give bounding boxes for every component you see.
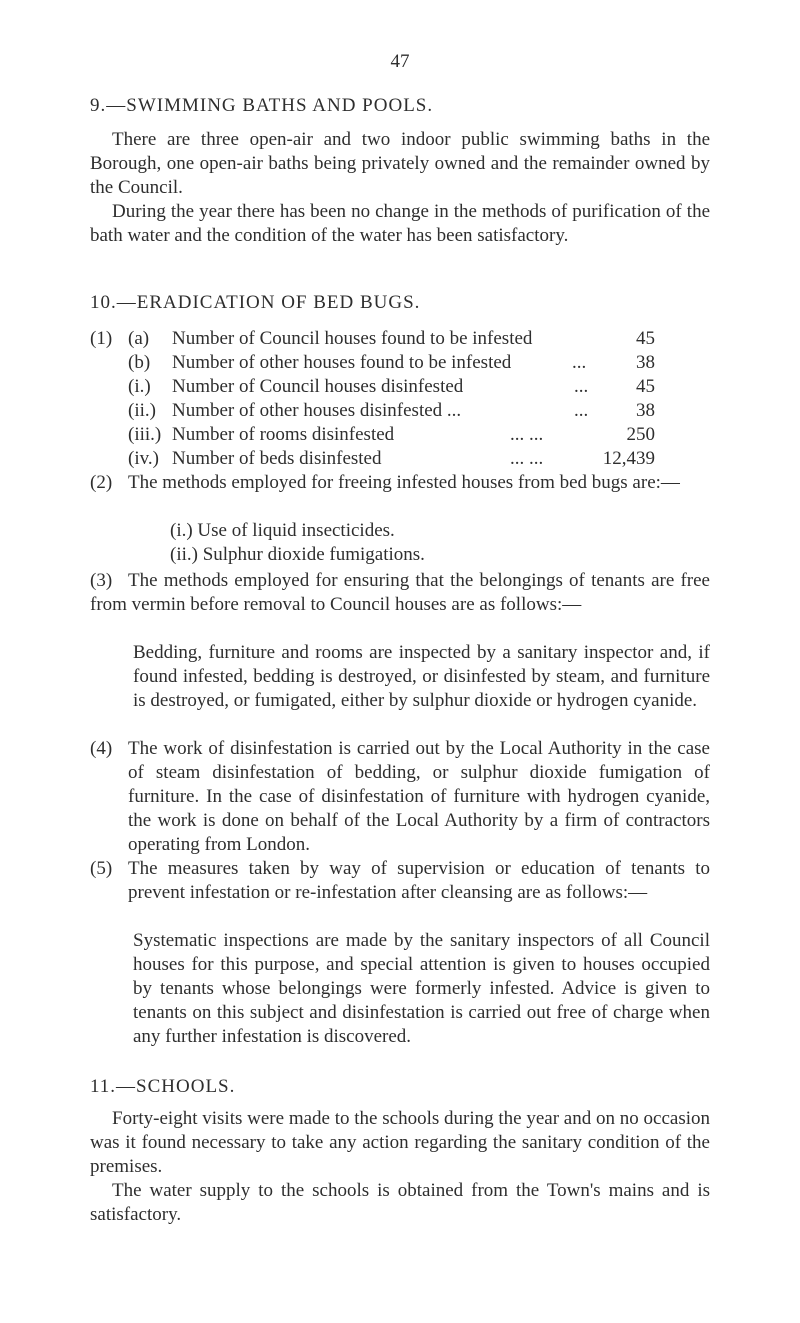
item-1-label: (1) — [90, 328, 113, 349]
item-4-text: The work of disinfestation is carried out by the Local Authority in the case of steam disinfestation of bedding, or sulphur dioxide fumigation of furniture. In the case of disinfestation of furniture with hydrogen cyanide, the work is done on behalf of the Local Authority by a firm of contractors operating from London. — [128, 738, 710, 855]
section-11-paragraph-1: Forty-eight visits were made to the schools during the year and on no occasion was it found necessary to take any action regarding the sanitary condition of the premises. — [90, 1108, 710, 1177]
row-text: Number of Council houses found to be infested — [172, 328, 533, 349]
row-text: Number of Council houses disinfested — [172, 376, 464, 397]
row-sub-label: (b) — [128, 352, 151, 373]
section-9-heading: 9.—SWIMMING BATHS AND POOLS. — [90, 95, 434, 116]
list-item: (ii.) Sulphur dioxide fumigations. — [170, 544, 425, 565]
item-3 — [90, 569, 710, 617]
row-sub-label: (iv.) — [128, 448, 159, 469]
item-3-text: The methods employed for ensuring that the belongings of tenants are free from vermin before removal to Council houses are as follows:— — [90, 570, 710, 615]
page-number: 47 — [390, 51, 410, 72]
item-4-label: (4) — [90, 738, 113, 759]
section-11-heading: 11.—SCHOOLS. — [90, 1076, 236, 1097]
item-5-detail: Systematic inspections are made by the sanitary inspectors of all Council houses for this purpose, and special attention is given to houses occupied by tenants whose belongings were formerly infested. Advice is given to tenants on this subject and disinfestation is carried out free of charge when any further infestation is discovered. — [133, 930, 710, 1047]
row-sub-label: (a) — [128, 328, 150, 349]
row-sub-label: (ii.) — [128, 400, 156, 421]
row-leader-dots: ... ... — [510, 448, 544, 469]
item-5-text: The measures taken by way of supervision or education of tenants to prevent infestation or re-infestation after cleansing are as follows:— — [128, 858, 710, 903]
row-leader-dots: ... — [572, 352, 587, 373]
row-value: 250 — [626, 424, 655, 445]
row-text: Number of other houses found to be infested — [172, 352, 512, 373]
item-2-label: (2) — [90, 472, 113, 493]
item-2 — [90, 471, 710, 495]
item-5 — [90, 857, 710, 905]
section-11-paragraph-2: The water supply to the schools is obtained from the Town's mains and is satisfactory. — [90, 1180, 710, 1225]
row-text: Number of beds disinfested — [172, 448, 382, 469]
item-4 — [90, 737, 710, 857]
row-value: 38 — [636, 352, 655, 373]
section-9-paragraph-1: There are three open-air and two indoor public swimming baths in the Borough, one open-air baths being privately owned and the remainder owned by the Council. — [90, 129, 710, 198]
table-row — [90, 447, 710, 471]
item-2-text: The methods employed for freeing infested houses from bed bugs are:— — [128, 472, 680, 493]
item-3-detail: Bedding, furniture and rooms are inspected by a sanitary inspector and, if found infested, bedding is destroyed, or disinfested by steam, and furniture is destroyed, or fumigated, either by sulphur dioxide or hydrogen cyanide. — [133, 642, 710, 711]
row-value: 45 — [636, 328, 655, 349]
section-9-paragraph-2: During the year there has been no change in the methods of purification of the bath water and the condition of the water has been satisfactory. — [90, 201, 710, 246]
item-3-label: (3) — [90, 570, 113, 591]
row-leader-dots: ... — [574, 376, 589, 397]
row-text: Number of rooms disinfested — [172, 424, 395, 445]
table-row — [90, 327, 710, 351]
table-row — [90, 423, 710, 447]
table-row — [90, 399, 710, 423]
row-sub-label: (i.) — [128, 376, 151, 397]
row-text: Number of other houses disinfested ... — [172, 400, 462, 421]
item-5-label: (5) — [90, 858, 113, 879]
table-row — [90, 375, 710, 399]
row-value: 45 — [636, 376, 655, 397]
section-10-heading: 10.—ERADICATION OF BED BUGS. — [90, 292, 421, 313]
table-row — [90, 351, 710, 375]
list-item: (i.) Use of liquid insecticides. — [170, 520, 395, 541]
row-sub-label: (iii.) — [128, 424, 162, 445]
row-value: 12,439 — [602, 448, 655, 469]
row-leader-dots: ... — [574, 400, 589, 421]
row-value: 38 — [636, 400, 655, 421]
row-leader-dots: ... ... — [510, 424, 544, 445]
